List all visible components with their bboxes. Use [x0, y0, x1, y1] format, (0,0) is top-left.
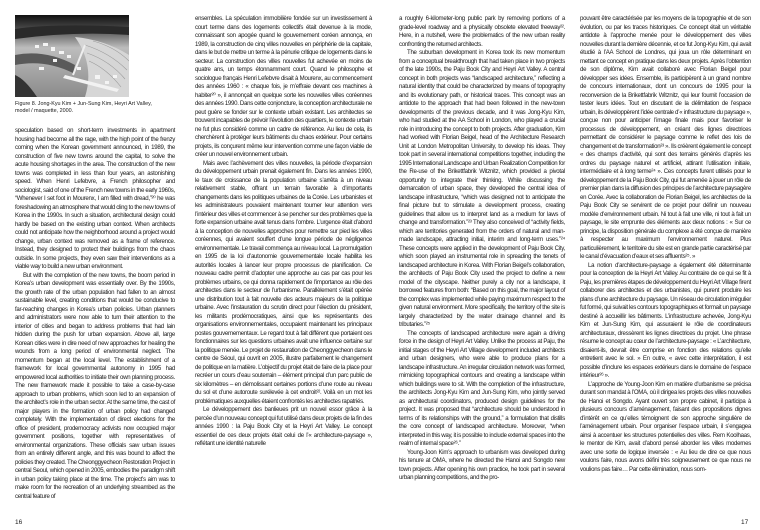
figure-caption: Figure 8. Jong-Kyu Kim + Jun-Sung Kim, Heyri Art Valley, model / maquette, 2000. [15, 101, 152, 114]
page17-english-column [399, 15, 565, 483]
page-number-left: 16 [15, 519, 23, 526]
paragraph: Le développement des banlieues prit un nouvel essor grâce à la percée d’un nouveau concept qui fut utilisé dans deux projets de la fin des années 1990 : la Paju Book City et la Heyri Art Valley. Le concept essentiel de ces deux projets était celui de l’« architecture-paysage », reflétant une identité naturelle [195, 406, 372, 447]
paragraph: pouvant être caractérisée par les moyens de la topographie et de son évolution, ou par les traces historiques. Ce concept était un véritable antidote à l’approche menée pour le développement des villes nouvelles durant la dernière décennie, et ce fut Jong-Kyu Kim, qui avait étudié à l’AA School de Londres, qui joua un rôle déterminant en mettant ce concept en pratique dans les deux projets. Après l’obtention de son diplôme, Kim avait collaboré avec Florian Beigel pour développer ses idées. Ensemble, ils participèrent à un grand nombre de concours internationaux, dont un concours de 1995 pour la reconversion de la Brikettfabrik Witznitz, qui leur fournit l’occasion de tester leurs idées. Tout en discutant de la délimitation de l’espace urbain, ils développèrent l’idée centrale d’« infrastructure du paysage », conçue non pour anticiper l’image finale mais pour favoriser le processus de développement, en créant des lignes directrices permettant de considérer le paysage comme le reflet des lois de changement et de transformation²³ ». Ils créèrent également le concept « des champs d’activité, qui sont des terrains générés d’après les ordres du paysage naturel et artificiel, attirant l’utilisation initiale, intermédiaire et à long terme²⁴ ». Ces concepts furent utilisés pour le développement de la Paju Book City, qui fut amenée à jouer un rôle de premier plan dans la diffusion des principes de l’architecture paysagère en Corée. Avec la collaboration de Florian Beigel, les architectes de la Paju Book City se servirent de ce projet pour définir un nouveau modèle d’environnement urbain. Ni tout à fait une ville, ni tout à fait un paysage, le site emprunte des éléments aux deux notions : « Sur ce principe, la disposition générale du complexe a été conçue de manière à respecter au maximum l’environnement naturel. Plus particulièrement, le territoire du site est en grande partie caractérisé par le canal d’évacuation d’eaux et ses affluents²⁵. » [580, 15, 751, 260]
paragraph: Mais avec l’achèvement des villes nouvelles, la période d’expansion du développement urbain prenait également fin. Dans les années 1990, le taux de croissance de la population urbaine s’arrêta à un niveau relativement stable, offrant un terrain favorable à d’importants changements dans les politiques urbaines de la Corée. Les urbanistes et les administrateurs pouvaient maintenant tourner leur attention vers l’intérieur des villes et commencer à se pencher sur des problèmes que la forte expansion urbaine avait tenus dans l’ombre. L’urgence était d’abord à la conception de nouvelles approches pour remettre sur pied les villes coréennes, qui avaient souffert d’une longue période de négligence environnementale. Le travail commença au niveau local. La promulgation en 1995 de la loi d’autonomie gouvernementale locale habilita les autorités locales à lancer leur propre processus de planification. Ce nouveau cadre permit d’adopter une approche au cas par cas pour les problèmes urbains, ce qui donna rapidement de l’importance au rôle des architectes dans le secteur de l’urbanisme. Parallèlement s’était opérée une distribution tout à fait nouvelle des acteurs majeurs de la politique urbaine. Avec l’instauration du scrutin direct pour l’élection du président, les militants prodémocratiques, ainsi que les représentants des organisations environnementales, occupaient maintenant les principaux postes gouvernementaux. Le regard tout à fait différent que portaient ces fonctionnaires sur les questions urbaines avait une influence certaine sur la politique menée. Le projet de restauration de Cheonggyecheon dans le centre de Séoul, qui ouvrit en 2005, illustre parfaitement le changement de politique en la matière. L’objectif du projet était de faire de la place pour recréer un cours d’eau souterrain – élément principal d’un parc public de six kilomètres – en démolissant certaines portions d’une route au niveau du sol et d’une autoroute surélevée à cet endroit²². Voilà en un mot les problématiques auxquelles étaient confrontés les architectes rapatriés. [195, 159, 372, 405]
paragraph: a roughly 6-kilometer-long public park by removing portions of a grade-level roadway and a physically obsolete elevated freeway²². Here, in a nutshell, were the problematics of the new urban reality confronting the returned architects. [399, 15, 565, 48]
landscape-model-image [15, 15, 129, 97]
page16-english-column [15, 127, 175, 501]
paragraph: ensembles. La spéculation immobilière fondée sur un investissement à court terme dans des logements collectifs était devenue à la mode, connaissant son apogée quand le gouvernement coréen annonça, en 1989, la construction de cinq villes nouvelles en périphérie de la capitale, dans le but de mettre un terme à la pénurie critique de logements dans le secteur. La construction des villes nouvelles fut achevée en moins de quatre ans, un temps étonnamment court. Quand le philosophe et sociologue français Henri Lefebvre disait à Mourenx, au commencement des années 1960 : « chaque fois, je m’effraie devant ces machines à habiter²⁰ », il annonçait en quelque sorte les nouvelles villes coréennes des années 1990. Dans cette conjoncture, la conception architecturale ne peut guère se fonder sur le contexte urbain existant. Les architectes se trouvent incapables de prévoir l’évolution des quartiers, le contexte urbain ne fut plus considéré comme un cadre de référence. Au lieu de cela, ils cherchèrent à protéger leurs bâtiments du chaos extérieur. Pour certains projets, ils conçurent même leur intervention comme une façon viable de créer un nouvel environnement urbain. [195, 15, 372, 158]
paragraph: The suburban development in Korea took its new momentum from a conceptual breakthrough that had taken place in two projects of the late 1990s, the Paju Book City and Heyri Art Valley. A central concept in both projects was “landscaped architecture,” reflecting a natural identity that could be characterized by means of topography and its evolutionary path, or historical traces. This concept was an antidote to the approach that had been followed in the new-town developments of the previous decade, and it was Jong-Kyu Kim, who had studied at the AA School in London, who played a crucial role in introducing the concept to both projects. After graduation, Kim had worked with Florian Beigel, head of the Architecture Research Unit at London Metropolitan University, to develop his ideas. They took part in several international competitions together, including the 1995 International Landscape and Urban Realization Competition for the Re-use of the Brikettfabrik Witznitz, which provided a pivotal opportunity to integrate their thinking. While discussing the demarcation of urban space, they developed the central idea of landscape infrastructure, “which was designed not to anticipate the final picture but to stimulate a development process, creating guidelines that allow us to interpret land as a medium for laws of change and transformation.”²³ They also conceived of “activity fields, which are territories generated from the orders of natural and man-made landscape, attracting initial, interim and long-term uses.”²⁴ These concepts were applied in the development of Paju Book City, which soon played an instrumental role in spreading the tenets of landscaped architecture in Korea. With Florian Beigel’s collaboration, the architects of Paju Book City used the project to define a new model of the cityscape. Neither purely a city nor a landscape, it borrowed features from both: “Based on this goal, the major layout of the complex was implemented while paying maximum respect to the given natural environment. More specifically, the territory of the site is largely characterized by the water drainage channel and its tributaries.”²⁵ [399, 49, 565, 328]
paragraph: The concepts of landscaped architecture were again a driving force in the design of Heyri Art Valley. Unlike the process at Paju, the initial stages of the Heyri Art Village development included architects and urban designers, who were able to produce plans for a landscape infrastructure. An irregular circulation network was formed, mimicking topographical contours and creating a landscape within which buildings were to sit. With the completion of the infrastructure, the architects Jong-Kyu Kim and Jun-Sung Kim, who jointly served as architectural coordinators, produced design guidelines for the project. It was proposed that “architecture should be understood in terms of its relationships with the ground,” a formulation that distills the core concept of landscaped architecture. Moreover, “when interpreted in this way, it is possible to include external spaces into the realm of internal space²⁶.” [399, 329, 565, 447]
page17-french-column [580, 15, 751, 474]
paragraph: La notion d’architecture-paysage a également été déterminante pour la conception de la Heyri Art Valley. Au contraire de ce qui se fit à Paju, les premières étapes de développement du Heyri Art Village firent collaborer des architectes et des urbanistes, qui purent produire les plans d’une architecture du paysage. Un réseau de circulation irrégulier fut formé, qui suivait les contours topographiques et formait un paysage destiné à accueillir les bâtiments. L’infrastructure achevée, Jong-Kyu Kim et Jun-Sung Kim, qui assuraient le rôle de coordinateurs architecturaux, dressèrent les lignes directrices du projet. Une phrase résume le concept au cœur de l’architecture-paysage : « L’architecture, disaient-ils, devrait être comprise en fonction des relations qu’elle entretient avec le sol. » En outre, « avec cette interprétation, il est possible d’inclure les espaces extérieurs dans le domaine de l’espace intérieur²⁶ ». [580, 261, 751, 379]
paragraph: Young-Joon Kim’s approach to urbanism was developed during his tenure at OMA, where he directed the Hanoi and Songdo new town projects. After opening his own practice, he took part in several urban planning competitions, and the pro- [399, 448, 565, 481]
paragraph: L’approche de Young-Joon Kim en matière d’urbanisme se précisa durant son mandat à l’OMA, où il dirigea les projets des villes nouvelles de Hanoi et Songdo. Ayant ouvert son propre cabinet, il participa à plusieurs concours d’aménagement, faisant des propositions dignes d’intérêt en ce qu’elles témoignent de son approche singulière de l’aménagement urbain. Pour organiser l’espace urbain, il s’engagea ainsi à accentuer les structures potentielles des villes. Rem Koolhaas, le mentor de Kim, avait d’abord pensé aborder les villes modernes avec une sorte de logique inversée : « Au lieu de dire ce que nous voulons faire, nous avons défini très soigneusement ce que nous ne voulions pas faire… Par cette élimination, nous som- [580, 380, 751, 473]
figure-model-photo [15, 15, 129, 97]
paragraph: But with the completion of the new towns, the boom period in Korea’s urban development was essentially over. By the 1990s, the growth rate of the urban population had fallen to an almost sustainable level, creating conditions that would be conducive to far-reaching changes in Korea’s urban policies. Urban planners and administrators were now able to turn their attention to the interior of cities and began to address problems that had lain hidden during the push for urban expansion. Above all, large Korean cities were in dire need of new approaches for healing the wounds from a long period of environmental neglect. The momentum began at the local level. The establishment of a framework for local governmental autonomy in 1995 had empowered local authorities to initiate their own planning process. The new framework made it possible to take a case-by-case approach to urban problems, which soon led to an expansion of the architect’s role in the urban sector. At the same time, the cast of major players in the formation of urban policy had changed completely. With the implementation of direct elections for the office of president, prodemocracy activists now occupied major government positions, together with representatives of environmental organizations. These officials saw urban issues from an entirely different angle, and this was bound to affect the policies they created. The Cheonggyecheon Restoration Project in central Seoul, which opened in 2005, embodies the paradigm shift in urban policy taking place at the time. The project’s aim was to make room for the recreation of an underlying streambed as the central feature of [15, 271, 175, 500]
paragraph: speculation based on short-term investments in apartment housing had become all the rage, with the high point of the frenzy coming when the Korean government announced, in 1989, the construction of five new towns around the capital, to solve the acute housing shortages in the area. The construction of the new towns was completed in less than four years, an astonishing speed. When Henri Lefebvre, a French philosopher and sociologist, said of one of the French new towns in the early 1960s, “Whenever I set foot in Mourenx, I am filled with dread,”²⁰ he was foreshadowing an atmosphere that would cling to the new towns of Korea in the 1990s. In such a situation, architectural design could hardly be based on the existing urban context. When architects could not anticipate how the neighborhood around a project would change, urban context was removed as a frame of reference. Instead, they designed to protect their buildings from the chaos outside. In some projects, they even saw their interventions as a viable way to build a new urban environment. [15, 127, 175, 270]
page-number-right: 17 [741, 519, 749, 526]
page16-french-column [195, 15, 372, 449]
